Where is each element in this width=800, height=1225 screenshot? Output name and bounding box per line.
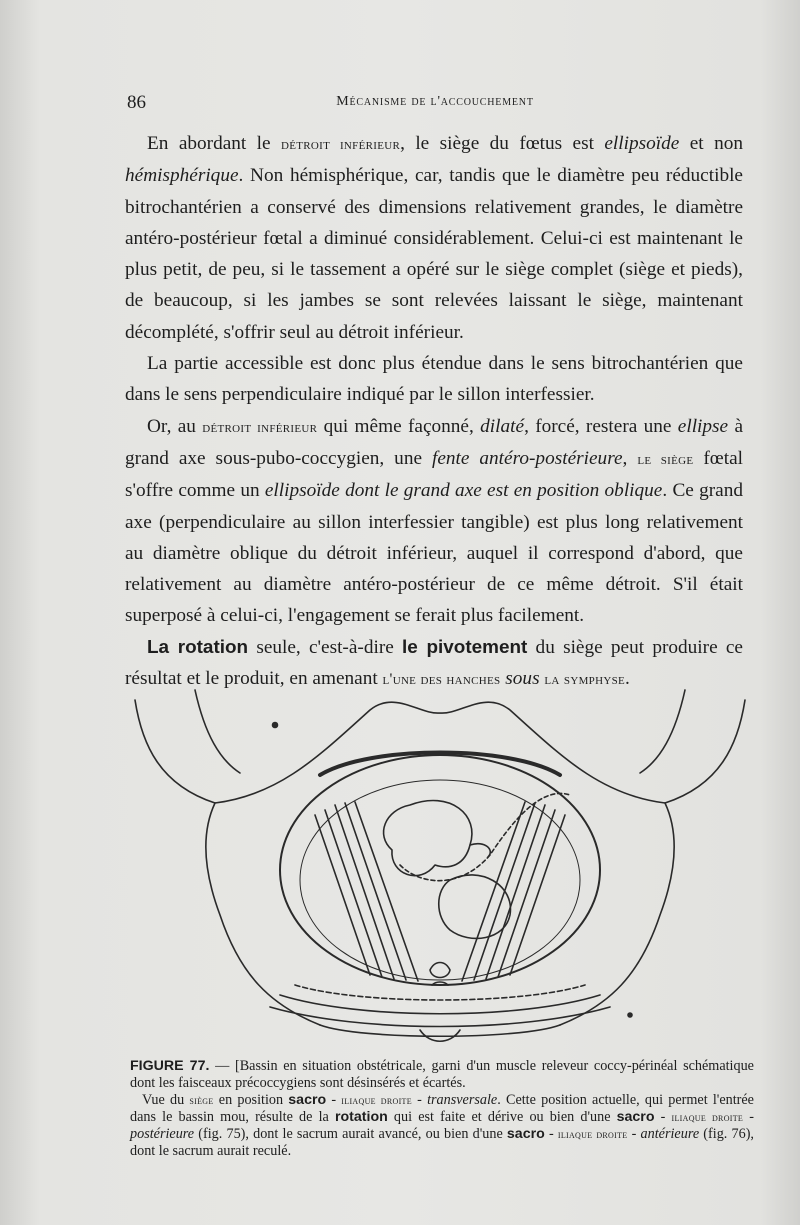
paragraph-3 [125,411,743,632]
italic-run: ellipsoïde [604,133,680,154]
caption-italic: antérieure [640,1126,700,1142]
perineal-floor [280,995,600,1014]
caption-text: - [411,1092,428,1108]
muscle-fiber [345,803,406,980]
perineal-floor [295,985,585,1000]
caption-text: — [Bassin en situation obstétricale, garni d'un muscle releveur coccy-périnéal schématique dont les faisceaux précoccygiens sont désinsérés et écartés. [130,1058,754,1091]
italic-run: hémisphérique [125,165,239,187]
pelvic-inlet [280,755,600,985]
caption-text: - [544,1126,558,1142]
italic-run: dilaté [480,415,525,437]
muscle-fiber [510,815,565,975]
running-title: Mécanisme de l'accouchement [336,94,534,109]
fetus-buttocks [384,801,472,876]
pelvis-left-side [206,803,320,1025]
caption-text: - [627,1126,641,1142]
text-run: . Ce grand axe (perpendiculaire au sillon interfessier tangible) est plus long relativement au diamètre oblique du détroit inférieur, auquel il correspond d'abord, que relativement au diamètre antéro-postérieur de ce même détroit. S'il était superposé à celui-ci, l'engagement se ferait plus facilement. [125,480,743,627]
text-run: . [625,668,630,690]
bold-run: le pivotement [402,636,528,658]
text-run: seule, c'est-à-dire [248,636,403,658]
caption-text: Vue du [142,1092,190,1108]
perineal-floor [270,1007,610,1027]
caption-text: - [326,1092,342,1108]
figure-caption [130,1058,754,1160]
caption-text: (fig. 76), dont le sacrum aurait reculé. [130,1126,754,1159]
pelvis-drawing [120,685,760,1050]
coccyx [430,963,450,978]
caption-text: (fig. 75), dont le sacrum aurait avancé, ou bien d'une [194,1126,507,1142]
caption-smallcaps: iliaque droite [341,1093,412,1107]
muscle-fiber [315,815,370,975]
caption-smallcaps: siège [189,1093,214,1107]
page-number: 86 [127,92,146,113]
smallcaps-run: la symphyse [544,671,626,689]
smallcaps-run: détroit inférieur [280,136,401,153]
pelvis-illustration [120,685,760,1050]
caption-text: qui est faite et dérive ou bien d'une [387,1109,617,1125]
caption-line-1 [130,1058,754,1092]
text-run: du siège peut produire ce résultat et le produit, en amenant [125,636,743,690]
caption-text: - [654,1109,672,1125]
pelvis-outline [640,690,685,773]
italic-run: sous [505,668,540,690]
italic-run: ellipsoïde dont le grand axe est en position oblique [264,480,663,502]
ink-dot [628,1013,632,1017]
ink-dot [273,723,278,728]
text-run: , [622,447,638,469]
bold-run: La rotation [147,636,249,658]
pelvis-outline [195,690,240,773]
text-run: . Non hémisphérique, car, tandis que le diamètre peu réductible bitrochantérien a conservé des dimensions relativement grandes, le diamètre antéro-postérieur fœtal a diminué considérablement. Celui-ci est maintenant le plus petit, de peu, si le tassement a opéré sur le siège complet (siège et pieds), de beaucoup, si les jambes se sont relevées laissant le siège, maintenant décomplété, s'offrir seul au détroit inférieur. [125,165,743,343]
caption-italic: postérieure [130,1126,195,1142]
caption-smallcaps: iliaque droite [557,1127,628,1141]
italic-run: fente antéro-postérieure [431,447,623,469]
text-run: Or, au [147,415,203,437]
page-header [127,92,743,116]
text-run: , le siège du fœtus est [400,133,605,154]
smallcaps-run: le siège [637,450,694,468]
caption-text: en position [213,1092,289,1108]
text-run: En abordant le [147,133,281,154]
caption-text: - [743,1109,754,1125]
figure-label: FIGURE 77. [130,1058,210,1074]
italic-run: ellipse [677,415,729,437]
pelvis-right-side [560,803,674,1025]
caption-line-2 [130,1092,754,1160]
smallcaps-run: détroit inférieur [202,418,318,436]
caption-text: . Cette position actuelle, qui permet l'entrée dans le bassin mou, résulte de la [130,1092,754,1125]
text-run: à grand axe sous-pubo-coccygien, une [125,415,743,469]
paragraph-1 [125,128,743,348]
smallcaps-run: l'une des hanches [382,671,501,689]
caption-smallcaps: iliaque droite [671,1110,744,1124]
text-run: qui même façonné, [317,415,481,437]
text-run: , forcé, restera une [524,415,678,437]
text-run: et non [679,133,743,154]
caption-italic: transversale [427,1092,498,1108]
pelvis-outline [135,700,215,803]
muscle-fiber [325,810,382,977]
caption-bold: sacro [288,1092,327,1108]
fetus-genitals [470,844,490,857]
caption-bold: rotation [334,1109,388,1125]
caption-bold: sacro [616,1109,655,1125]
text-run: fœtal s'offre comme un [125,447,743,502]
pelvis-outline [665,700,745,803]
body-text [125,128,743,695]
paragraph-2 [125,348,743,411]
text-run: La partie accessible est donc plus étendue dans le sens bitrochantérien que dans le sens perpendiculaire indiqué par le sillon interfessier. [125,353,743,406]
caption-bold: sacro [506,1126,545,1142]
